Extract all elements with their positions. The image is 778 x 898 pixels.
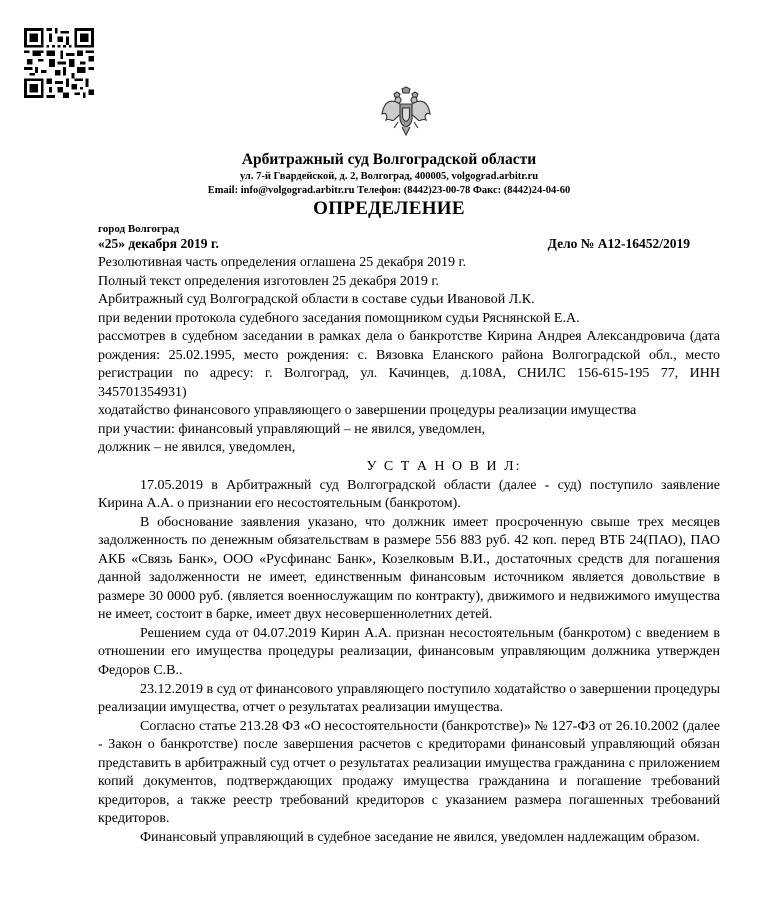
paragraph-full-text-made: Полный текст определения изготовлен 25 декабря 2019 г. bbox=[98, 273, 440, 289]
paragraph-participants: при участии: финансовый управляющий – не явился, уведомлен, bbox=[98, 421, 486, 437]
paragraph-justification: В обоснование заявления указано, что должник имеет просроченную свыше трех месяцев задолженность по денежным обязательствам в размере 556 883 руб. 42 коп. перед ВТБ 24(ПАО), ПАО АКБ «Связь Банк», ООО «Русфинанс Банк», Козелковым В.И., достаточных средств для погашения данной задолженности не имеет, единственным финансовым источником является довольствие в размере 30 0000 руб. (является военнослужащим по контракту), движимого и недвижимого имущества не имеет, состоит в барке, имеет двух несовершеннолетних детей. bbox=[98, 514, 720, 623]
paragraph-petition: ходатайство финансового управляющего о завершении процедуры реализации имущества bbox=[98, 403, 637, 419]
paragraph-motion: 23.12.2019 в суд от финансового управляющего поступило ходатайство о завершении процедуры реализации имущества, отчет о результатах реализации имущества. bbox=[98, 681, 720, 716]
court-name: Арбитражный суд Волгоградской области bbox=[241, 151, 537, 168]
paragraph-law-reference: Согласно статье 213.28 ФЗ «О несостоятельности (банкротстве)» № 127-ФЗ от 26.10.2002 (далее - Закон о банкротстве) после завершения расчетов с кредиторами финансовый управляющий обязан представить в арбитражный суд отчет о результатах реализации имущества гражданина с приложением копий документов, подтверждающих продажу имущества гражданина и погашение требований кредиторов, а также реестр требований кредиторов с указанием размера погашенных требований кредиторов. bbox=[98, 718, 720, 827]
paragraph-court-composition: Арбитражный суд Волгоградской области в составе судьи Ивановой Л.К. bbox=[98, 292, 535, 308]
paragraph-protocol: при ведении протокола судебного заседания помощником судьи Ряснянской Е.А. bbox=[98, 310, 580, 326]
court-address: ул. 7-й Гвардейской, д. 2, Волгоград, 400005, volgograd.arbitr.ru bbox=[239, 171, 539, 182]
document-title: ОПРЕДЕЛЕНИЕ bbox=[313, 198, 465, 219]
paragraph-application: 17.05.2019 в Арбитражный суд Волгоградской области (далее - суд) поступило заявление Кирина А.А. о признании его несостоятельным (банкротом). bbox=[98, 477, 720, 512]
paragraph-decision: Решением суда от 04.07.2019 Кирин А.А. признан несостоятельным (банкротом) с введением в отношении его имущества процедуры реализации, финансовым управляющим должника утвержден Федоров С.В.. bbox=[98, 625, 720, 679]
document-date: «25» декабря 2019 г. bbox=[98, 236, 219, 251]
section-heading-established: У С Т А Н О В И Л: bbox=[366, 459, 522, 475]
document-body bbox=[98, 254, 720, 848]
document-city: город Волгоград bbox=[98, 223, 180, 235]
paragraph-manager-absent: Финансовый управляющий в судебное заседание не явился, уведомлен надлежащим образом. bbox=[140, 829, 700, 845]
paragraph-considered-case: рассмотрев в судебном заседании в рамках дела о банкротстве Кирина Андрея Александровича (дата рождения: 25.02.1995, место рождения: с. Вязовка Еланского района Волгоградской обл., место регистрации по адресу: г. Волгоград, ул. Качинцев, д.108А, СНИЛС 156-615-195 77, ИНН 345701354931) bbox=[98, 329, 720, 400]
paragraph-resolution-announced: Резолютивная часть определения оглашена 25 декабря 2019 г. bbox=[98, 255, 467, 270]
court-contacts: Email: info@volgograd.arbitr.ru Телефон: (8442)23-00-78 Факс: (8442)24-04-60 bbox=[207, 185, 571, 196]
russian-coat-of-arms-icon bbox=[380, 86, 432, 138]
paragraph-debtor: должник – не явился, уведомлен, bbox=[98, 440, 296, 456]
case-number: Дело № А12-16452/2019 bbox=[547, 236, 690, 251]
qr-code-icon bbox=[24, 28, 94, 98]
